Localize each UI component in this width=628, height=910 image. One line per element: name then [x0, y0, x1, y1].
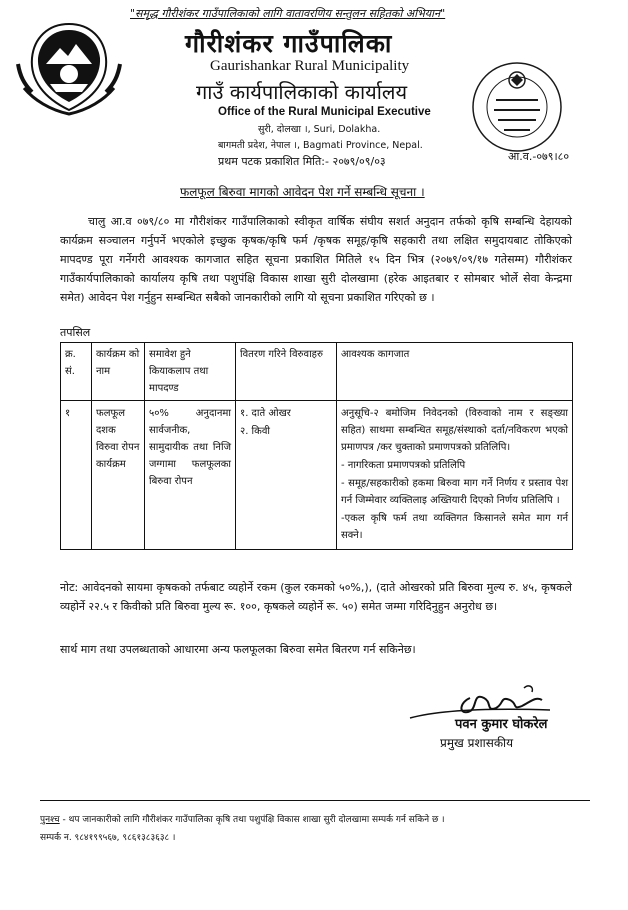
plant-item: १. दाते ओखर: [240, 408, 291, 419]
table-header-cell: क्र. सं.: [61, 343, 92, 401]
document-item: - समूह/सहकारीको हकमा बिरुवा माग गर्ने निर्णय र प्रस्ताव पेश गर्न जिम्मेवार व्यक्तिलाइ अख्तियारी दिएको निर्णय प्रतिलिपि ।: [341, 478, 568, 506]
address-line-1: सुरी, दोलखा ।, Suri, Dolakha.: [258, 124, 381, 135]
notice-body: चालु आ.व ०७९/८० मा गौरीशंकर गाउँपालिकाको स्वीकृत वार्षिक संघीय सशर्त अनुदान तर्फको कृषि सम्बन्धि देहायको कार्यक्रम सञ्चालन गर्नुपर्ने भएकोले इच्छुक कृषक/कृषि फर्म /कृषक समूह/कृषि सहकारी तथा लक्षित समुदायबाट तोकिएको मापदण्ड पूरा गर्नेगरी आवश्यक कागजात सहित सूचना प्रकाशित मितिले १५ दिन भित्र (२०७९/०९/१७ गतेसम्म) गौरीशंकर गाउँकार्यपालिकाको कार्यालय कृषि तथा पशुपंक्षि विकास शाखा सुरी दोलखामा (हरेक आइतबार र सोमबार भोर्ले सेवा केन्द्रमा समेत) आवेदन पेश गर्नुहुन सम्बन्धित सबैको जानकारीको लागि यो सूचना प्रकाशित गरिएको छ ।: [60, 215, 572, 304]
tapsil-label: तपसिल: [60, 326, 91, 339]
punashcha-text: - थप जानकारीको लागि गौरीशंकर गाउँपालिका कृषि तथा पशुपंक्षि विकास शाखा सुरी दोलखामा सम्पर्क गर्न सकिने छ ।: [59, 815, 445, 825]
table-cell-plants: [236, 401, 337, 550]
contact-numbers: सम्पर्क न. ९८४१९९५६७, ९८६१३८३६३८ ।: [40, 833, 176, 843]
table-header-cell: कार्यक्रम को नाम: [92, 343, 145, 401]
plant-item: २. किवी: [240, 426, 270, 437]
municipality-emblem-icon: [10, 18, 128, 118]
office-stamp-icon: [470, 60, 565, 155]
table-row: [61, 401, 573, 550]
table-header-cell: आवश्यक कागजात: [337, 343, 573, 401]
published-date: प्रथम पटक प्रकाशित मिति:- २०७९/०९/०३: [218, 155, 386, 168]
document-item: -एकल कृषि फर्म तथा व्यक्तिगत किसानले समेत माग गर्न सक्ने।: [341, 513, 568, 541]
note-2: सार्थ माग तथा उपलब्धताको आधारमा अन्य फलफूलका बिरुवा समेत बितरण गर्न सकिनेछ।: [60, 643, 416, 656]
table-header-cell: वितरण गरिने विरुवाहरु: [236, 343, 337, 401]
signatory-name: पवन कुमार घोकरेल: [455, 717, 548, 732]
footer-note: [40, 812, 600, 825]
note-1: नोट: आवेदनको सायमा कृषकको तर्फबाट व्यहोर्ने रकम (कुल रकमको ५०%,), (दाते ओखरको प्रति बिरुवा मुल्य रु. ४५, कृषकले व्यहोर्ने २२.५ र किवीको प्रति बिरुवा मुल्य रू. १००, कृषकले व्यहोर्ने रू. ५०) समेत जम्मा गरिदिनुहुन अनुरोध छ।: [60, 581, 572, 613]
document-item: - नागरिकता प्रमाणपत्रको प्रतिलिपि: [341, 460, 466, 471]
document-item: अनुसूचि-२ बमोजिम निवेदनको (विरुवाको नाम र सङ्ख्या सहित) साथमा सम्बन्धित समूह/संस्थाको दर्ता/नविकरण भएको प्रमाणपत्र /कर चुक्ताको प्रमाणपत्रको प्रतिलिपि।: [341, 408, 568, 453]
footer-divider: [40, 800, 590, 801]
table-cell-sn: १: [61, 401, 92, 550]
notice-title: फलफूल बिरुवा मागको आवेदन पेश गर्ने सम्बन्धि सूचना ।: [180, 185, 425, 199]
program-table: [60, 342, 573, 550]
reference-number: आ.व.-०७९।८०: [508, 150, 570, 163]
office-name-nepali: गाउँ कार्यपालिकाको कार्यालय: [196, 80, 408, 104]
address-line-2: बागमती प्रदेश, नेपाल ।, Bagmati Province, Nepal.: [218, 140, 423, 151]
municipality-name-english: Gaurishankar Rural Municipality: [210, 58, 410, 74]
municipality-name-nepali: गौरीशंकर गाउँपालिका: [185, 29, 393, 58]
table-cell-program: फलफूल दशक विरुवा रोपन कार्यक्रम: [92, 401, 145, 550]
punashcha-label: पुनश्च: [40, 815, 60, 825]
table-cell-criteria: ५०% अनुदानमा सार्वजनीक, सामुदायीक तथा निजि जग्गामा फलफूलका बिरुवा रोपन: [145, 401, 236, 550]
signatory-title: प्रमुख प्रशासकीय: [440, 736, 514, 750]
office-name-english: Office of the Rural Municipal Executive: [218, 106, 431, 118]
table-header-cell: समावेश हुने कियाकलाप तथा मापदण्ड: [145, 343, 236, 401]
slogan: "समृद्ध गौरीशंकर गाउँपालिकाको लागि वातावरणिय सन्तुलन सहितको अभियान": [130, 7, 446, 20]
table-header-row: [61, 343, 573, 401]
table-cell-documents: [337, 401, 573, 550]
